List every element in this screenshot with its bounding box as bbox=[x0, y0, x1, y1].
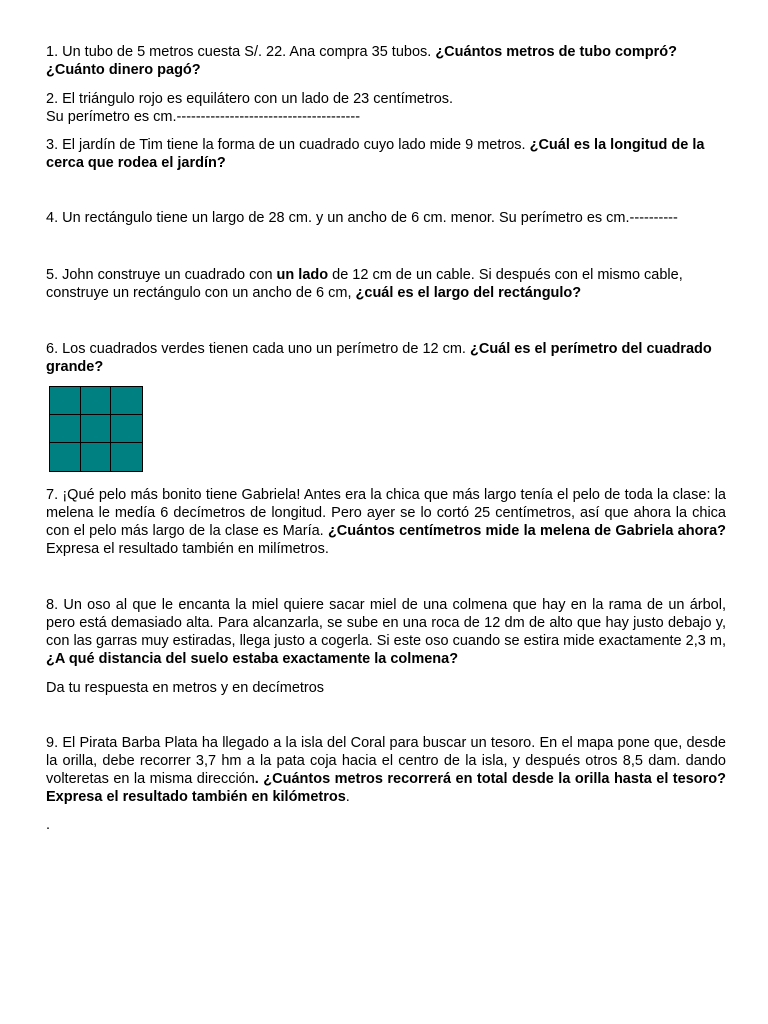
question-2 bbox=[46, 90, 726, 126]
green-square bbox=[81, 415, 112, 443]
question-1 bbox=[46, 43, 726, 79]
green-square bbox=[111, 387, 142, 415]
question-1-text: 1. Un tubo de 5 metros cuesta S/. 22. Ana compra 35 tubos. bbox=[46, 44, 436, 60]
question-5-text-b: de 12 cm de un cable. Si después con el mismo cable, construye un rectángulo con un ancho de 6 cm, bbox=[46, 267, 683, 301]
question-5-question: ¿cuál es el largo del rectángulo? bbox=[355, 285, 582, 301]
question-9-text: 9. El Pirata Barba Plata ha llegado a la isla del Coral para buscar un tesoro. En el mapa pone que, desde la orilla, debe recorrer 3,7 hm a la pata coja hacia el centro de la isla, y después otros 8,5 dam. dando volteretas en la misma dirección bbox=[46, 735, 726, 787]
question-6-text: 6. Los cuadrados verdes tienen cada uno un perímetro de 12 cm. bbox=[46, 341, 470, 357]
question-8-text: 8. Un oso al que le encanta la miel quiere sacar miel de una colmena que hay en la rama de un árbol, pero está demasiado alta. Para alcanzarla, se sube en una roca de 12 dm de alto que hay justo debajo y, con las garras muy estiradas, llega justo a cogerla. Si este oso cuando se estira mide exactamente 2,3 m, bbox=[46, 597, 726, 649]
green-square bbox=[81, 387, 112, 415]
squares-grid-figure bbox=[49, 386, 143, 472]
question-3-question: ¿Cuál es la longitud de la cerca que rodea el jardín? bbox=[46, 137, 705, 171]
end-mark: . bbox=[46, 817, 51, 833]
question-6 bbox=[46, 340, 726, 376]
green-square bbox=[50, 415, 81, 443]
question-6-question: ¿Cuál es el perímetro del cuadrado grande? bbox=[46, 341, 712, 375]
question-8-followup: Da tu respuesta en metros y en decímetros bbox=[46, 680, 325, 696]
green-square bbox=[111, 443, 142, 471]
question-9-text-end: . bbox=[345, 789, 350, 805]
question-4 bbox=[46, 209, 726, 227]
question-1-question: ¿Cuántos metros de tubo compró? ¿Cuánto dinero pagó? bbox=[46, 44, 677, 78]
green-square bbox=[81, 443, 112, 471]
question-9-question: . ¿Cuántos metros recorrerá en total desde la orilla hasta el tesoro? Expresa el resultado también en kilómetros bbox=[46, 771, 726, 805]
question-3-text: 3. El jardín de Tim tiene la forma de un cuadrado cuyo lado mide 9 metros. bbox=[46, 137, 530, 153]
question-3 bbox=[46, 136, 726, 172]
green-square bbox=[50, 387, 81, 415]
question-4-text: 4. Un rectángulo tiene un largo de 28 cm. y un ancho de 6 cm. menor. Su perímetro es cm.---------- bbox=[46, 210, 678, 226]
question-7-question: ¿Cuántos centímetros mide la melena de Gabriela ahora? bbox=[327, 523, 726, 539]
question-8-question: ¿A qué distancia del suelo estaba exactamente la colmena? bbox=[46, 651, 459, 667]
question-8 bbox=[46, 596, 726, 668]
question-9 bbox=[46, 734, 726, 806]
green-square bbox=[111, 415, 142, 443]
question-5-bold-a: un lado bbox=[276, 267, 329, 283]
green-square bbox=[50, 443, 81, 471]
question-5 bbox=[46, 266, 726, 302]
question-7-text-end: Expresa el resultado también en milímetros. bbox=[46, 541, 329, 557]
question-2-line2: Su perímetro es cm.-------------------------------------- bbox=[46, 109, 361, 125]
question-5-text-a: 5. John construye un cuadrado con bbox=[46, 267, 277, 283]
question-7-text: 7. ¡Qué pelo más bonito tiene Gabriela! Antes era la chica que más largo tenía el pelo de toda la clase: la melena le medía 6 decímetros de longitud. Pero ayer se lo cortó 25 centímetros, así que ahora la chica con el pelo más largo de la clase es María. bbox=[46, 487, 726, 539]
question-2-line1: 2. El triángulo rojo es equilátero con un lado de 23 centímetros. bbox=[46, 91, 454, 107]
question-7 bbox=[46, 486, 726, 558]
